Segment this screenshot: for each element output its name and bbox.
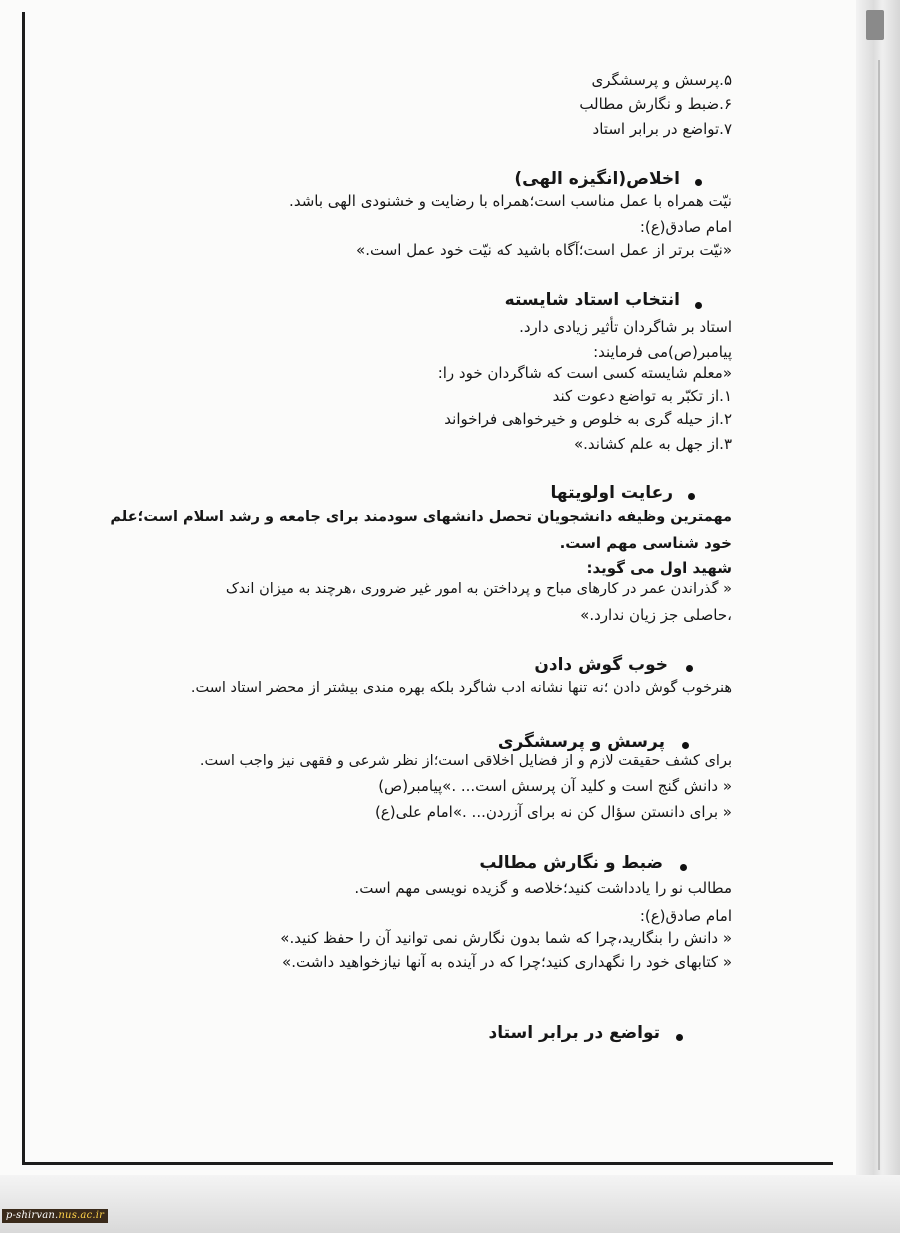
ostad-line-4: ۱.از تکبّر به تواضع دعوت کند: [552, 387, 732, 405]
bullet-icon: [680, 864, 687, 871]
heading-ostad: انتخاب استاد شایسته: [504, 290, 680, 310]
bullet-icon: [695, 179, 702, 186]
goosh-line-1: هنرخوب گوش دادن ؛نه تنها نشانه ادب شاگرد بلکه بهره مندی بیشتر از محضر استاد است.: [190, 680, 732, 696]
bullet-icon: [688, 493, 695, 500]
heading-tavazo: تواضع در برابر استاد: [488, 1023, 660, 1043]
bullet-icon: [676, 1034, 683, 1041]
watermark-prefix: p-shirvan.: [5, 1210, 59, 1221]
ostad-line-5: ۲.از حیله گری به خلوص و خیرخواهی فراخواند: [444, 410, 732, 428]
heading-zabt: ضبط و نگارش مطالب: [479, 853, 663, 873]
bullet-icon: [682, 742, 689, 749]
ostad-line-2: پیامبر(ص)می فرمایند:: [593, 343, 732, 361]
olaviat-line-1: مهمترین وظیفه دانشجویان تحصل دانشهای سودمند برای جامعه و رشد اسلام است؛علم: [110, 509, 732, 525]
zabt-line-3: « دانش را بنگارید،چرا که شما بدون نگارش نمی توانید آن را حفظ کنید.»: [280, 929, 732, 947]
olaviat-line-2: خود شناسی مهم است.: [559, 534, 732, 552]
heading-ikhlas: اخلاص(انگیزه الهی): [514, 169, 680, 189]
olaviat-line-4: « گذراندن عمر در کارهای مباح و پرداختن به امور غیر ضروری ،هرچند به میزان اندک: [225, 581, 732, 597]
scan-bottom-band: [0, 1175, 900, 1233]
ikhlas-line-2: امام صادق(ع):: [639, 218, 732, 236]
heading-olaviat: رعایت اولویتها: [550, 483, 673, 503]
ostad-line-6: ۳.از جهل به علم کشاند.»: [573, 435, 732, 453]
ostad-line-1: استاد بر شاگردان تأثیر زیادی دارد.: [519, 318, 732, 336]
ikhlas-line-1: نیّت همراه با عمل مناسب است؛همراه با رضایت و خشنودی الهی باشد.: [289, 192, 732, 210]
intro-item-6: ۶.ضبط و نگارش مطالب: [579, 95, 732, 113]
zabt-line-4: « کتابهای خود را نگهداری کنید؛چرا که در آینده به آنها نیازخواهید داشت.»: [282, 953, 732, 971]
corner-clip-mark: [866, 10, 884, 40]
ikhlas-line-3: «نیّت برتر از عمل است؛آگاه باشید که نیّت خود عمل است.»: [356, 241, 732, 259]
intro-item-5: ۵.پرسش و پرسشگری: [591, 71, 732, 89]
intro-item-7: ۷.تواضع در برابر استاد: [592, 120, 732, 138]
porsesh-line-1: برای کشف حقیقت لازم و از فضایل اخلاقی است؛از نظر شرعی و فقهی نیز واجب است.: [199, 753, 732, 769]
olaviat-line-3: شهید اول می گوید:: [586, 559, 732, 577]
site-watermark: [2, 1209, 108, 1223]
zabt-line-1: مطالب نو را یادداشت کنید؛خلاصه و گزیده نویسی مهم است.: [354, 879, 732, 897]
zabt-line-2: امام صادق(ع):: [639, 907, 732, 925]
porsesh-line-2: « دانش گنج است و کلید آن پرسش است... .»پیامبر(ص): [378, 777, 732, 795]
page-fold-line: [878, 60, 880, 1170]
heading-porsesh: پرسش و پرسشگری: [497, 732, 665, 752]
ostad-line-3: «معلم شایسته کسی است که شاگردان خود را:: [437, 364, 732, 382]
bullet-icon: [686, 665, 693, 672]
olaviat-line-5: ،حاصلی جز زیان ندارد.»: [580, 606, 732, 624]
porsesh-line-3: « برای دانستن سؤال کن نه برای آزردن... .»امام علی(ع): [374, 803, 732, 821]
heading-goosh: خوب گوش دادن: [534, 655, 668, 675]
watermark-domain: nus.ac.ir: [58, 1210, 105, 1221]
bullet-icon: [695, 302, 702, 309]
